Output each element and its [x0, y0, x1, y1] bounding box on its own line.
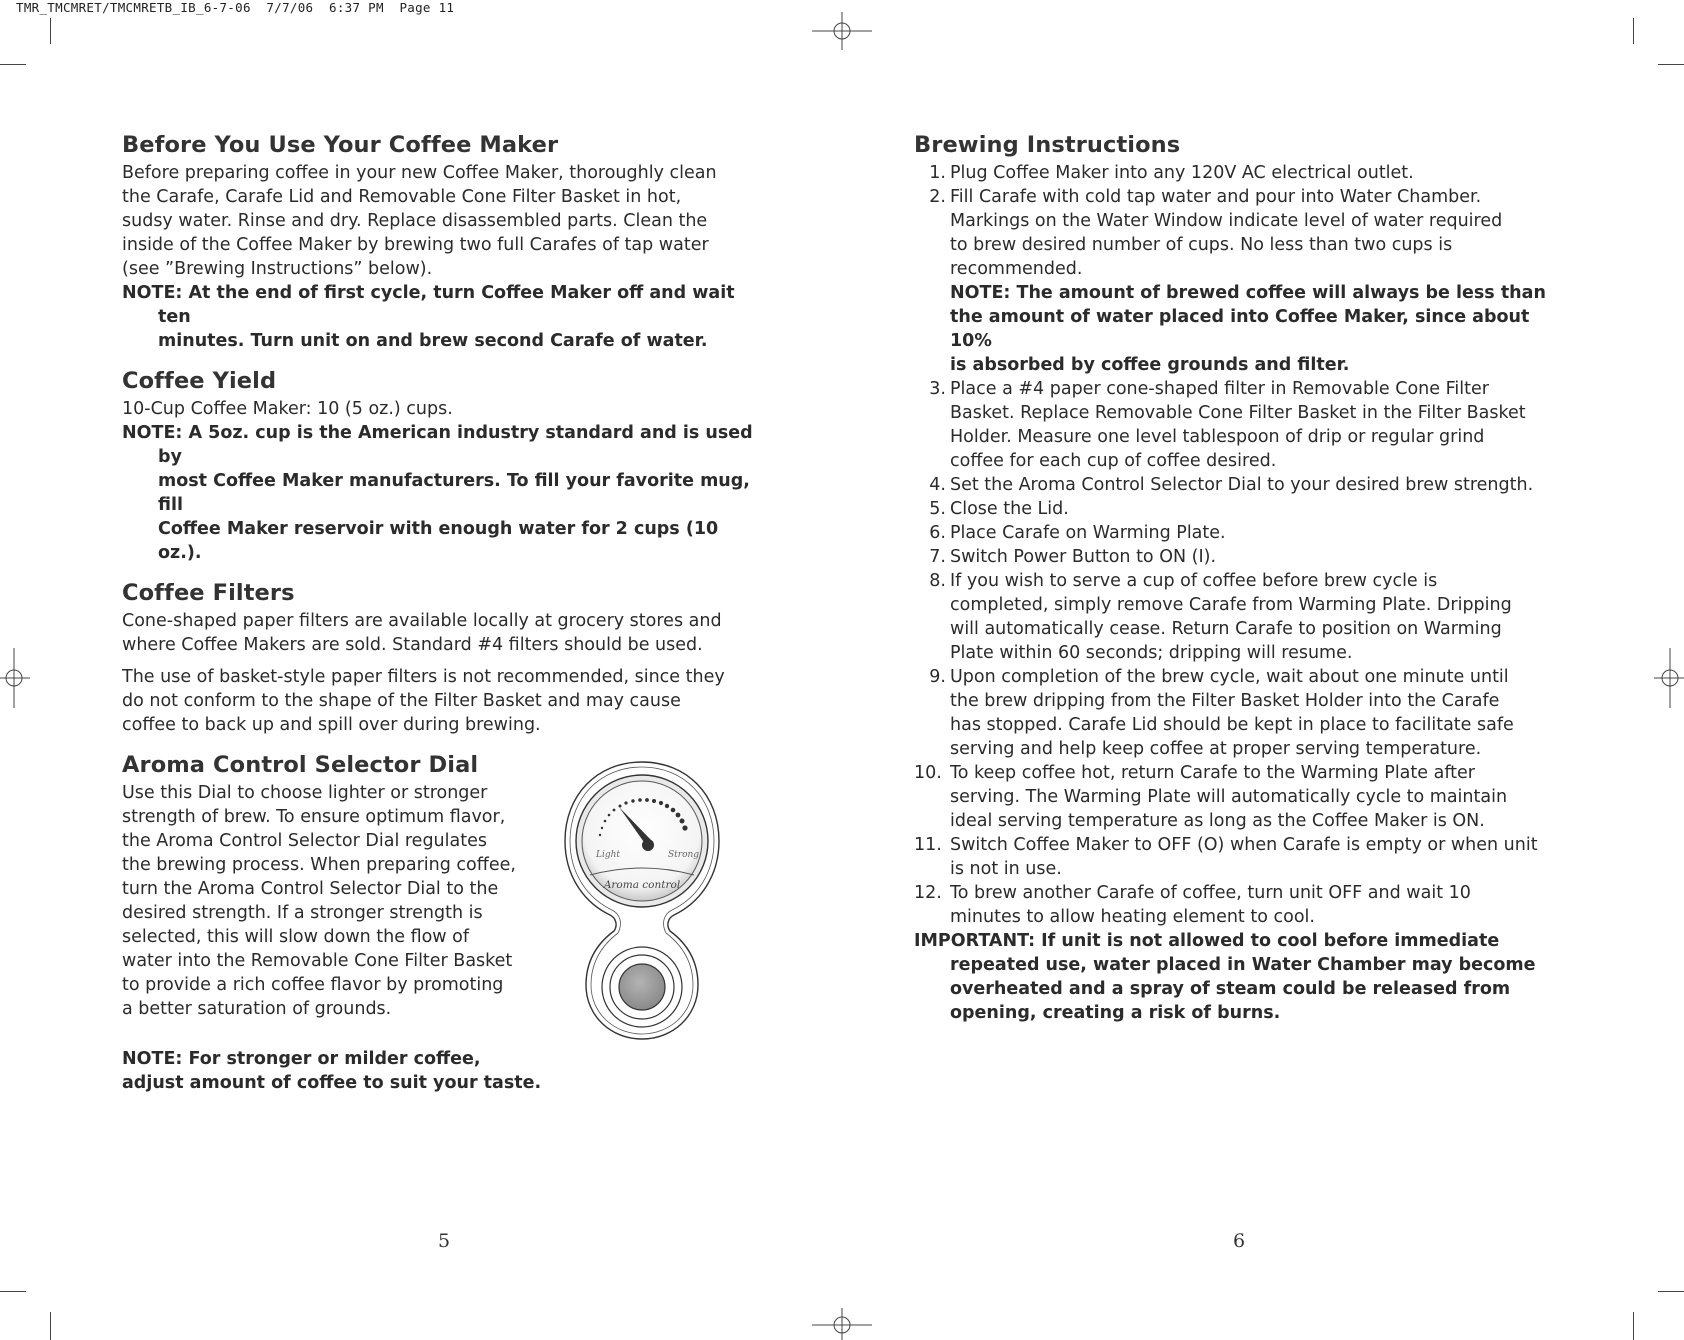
brewing-step [914, 185, 1574, 377]
step-line: has stopped. Carafe Lid should be kept in place to facilitate safe [950, 715, 1514, 735]
step-line: If you wish to serve a cup of coffee before brew cycle is [950, 571, 1438, 591]
brewing-step [914, 833, 1574, 881]
brewing-step [914, 545, 1574, 569]
registration-mark-right [1654, 648, 1684, 708]
step-line: Place Carafe on Warming Plate. [950, 523, 1226, 543]
step-note-line: is absorbed by coffee grounds and filter. [950, 355, 1350, 375]
coffee-filters-paragraph-2: The use of basket-style paper filters is not recommended, since they do not conform to the shape of the Filter Basket and may cause coffee to back up and spill over during brewing. [122, 667, 725, 735]
coffee-yield-note: NOTE: A 5oz. cup is the American industry standard and is used by most Coffee Maker manufacturers. To fill your favorite mug, fill Coffee Maker reservoir with enough water for 2 cups (10 oz.). [122, 423, 753, 563]
step-line: Plug Coffee Maker into any 120V AC electrical outlet. [950, 163, 1414, 183]
crop-mark-top-right-v [1633, 18, 1634, 44]
knob-button [619, 964, 665, 1010]
page-number-left: 5 [438, 1230, 451, 1252]
step-line: Basket. Replace Removable Cone Filter Basket in the Filter Basket [950, 403, 1526, 423]
before-use-paragraph: Before preparing coffee in your new Coffee Maker, thoroughly clean the Carafe, Carafe Lid and Removable Cone Filter Basket in hot, sudsy water. Rinse and dry. Replace disassembled parts. Clean the inside of the Coffee Maker by brewing two full Carafes of tap water (see ”Brewing Instructions” below). [122, 163, 717, 279]
step-line: Holder. Measure one level tablespoon of drip or regular grind [950, 427, 1485, 447]
step-line: Switch Coffee Maker to OFF (O) when Carafe is empty or when unit [950, 835, 1538, 855]
important-warning: IMPORTANT: If unit is not allowed to cool before immediate repeated use, water placed in Water Chamber may become overheated and a spray of steam could be released from opening, creating a risk of burns. [914, 931, 1536, 1023]
step-number: 2. [929, 187, 946, 207]
step-line: Close the Lid. [950, 499, 1069, 519]
step-line: the brew dripping from the Filter Basket Holder into the Carafe [950, 691, 1500, 711]
crop-mark-top-left-h [0, 64, 26, 65]
step-number: 1. [929, 163, 946, 183]
dial-label-strong: Strong [668, 850, 700, 860]
step-line: serving and help keep coffee at proper serving temperature. [950, 739, 1482, 759]
page-number-right: 6 [1233, 1230, 1246, 1252]
dial-caption: Aroma control [603, 879, 681, 891]
brewing-step [914, 521, 1574, 545]
aroma-control-note: NOTE: For stronger or milder coffee, adjust amount of coffee to suit your taste. [122, 1049, 542, 1093]
step-line: to brew desired number of cups. No less than two cups is [950, 235, 1453, 255]
brewing-step [914, 881, 1574, 929]
aroma-control-dial-illustration [562, 757, 722, 1043]
dial-hub [642, 839, 654, 851]
print-slug: TMR_TMCMRET/TMCMRETB_IB_6-7-06 7/7/06 6:37 PM Page 11 [16, 0, 455, 15]
registration-mark-top [812, 12, 872, 50]
step-line: Plate within 60 seconds; dripping will resume. [950, 643, 1353, 663]
brewing-step [914, 497, 1574, 521]
brewing-step [914, 161, 1574, 185]
step-number: 6. [929, 523, 946, 543]
right-page [914, 131, 1574, 1025]
coffee-filters-paragraph-1: Cone-shaped paper filters are available locally at grocery stores and where Coffee Makers are sold. Standard #4 filters should be used. [122, 611, 722, 655]
crop-mark-bottom-left-v [50, 1312, 51, 1340]
step-line: ideal serving temperature as long as the Coffee Maker is ON. [950, 811, 1485, 831]
step-number: 10. [914, 763, 942, 783]
brewing-step [914, 569, 1574, 665]
step-line: coffee for each cup of coffee desired. [950, 451, 1277, 471]
brewing-steps-list [914, 161, 1574, 929]
step-number: 5. [929, 499, 946, 519]
step-number: 7. [929, 547, 946, 567]
step-line: Upon completion of the brew cycle, wait about one minute until [950, 667, 1509, 687]
step-number: 8. [929, 571, 946, 591]
step-note-line: NOTE: The amount of brewed coffee will always be less than [950, 283, 1546, 303]
heading-coffee-yield: Coffee Yield [122, 368, 277, 394]
crop-mark-top-right-h [1658, 64, 1684, 65]
dial-label-light: Light [596, 850, 621, 860]
heading-before-use: Before You Use Your Coffee Maker [122, 132, 559, 158]
step-line: To keep coffee hot, return Carafe to the Warming Plate after [950, 763, 1475, 783]
brewing-step [914, 377, 1574, 473]
step-line: Place a #4 paper cone-shaped filter in Removable Cone Filter [950, 379, 1489, 399]
aroma-control-paragraph: Use this Dial to choose lighter or stronger strength of brew. To ensure optimum flavor, the Aroma Control Selector Dial regulates the brewing process. When preparing coffee, turn the Aroma Control Selector Dial to the desired strength. If a stronger strength is selected, this will slow down the flow of water into the Removable Cone Filter Basket to provide a rich coffee flavor by promoting a better saturation of grounds. [122, 783, 516, 1019]
heading-coffee-filters: Coffee Filters [122, 580, 295, 606]
step-line: To brew another Carafe of coffee, turn unit OFF and wait 10 [950, 883, 1471, 903]
brewing-step [914, 761, 1574, 833]
step-number: 9. [929, 667, 946, 687]
crop-mark-bottom-right-h [1658, 1291, 1684, 1292]
step-line: completed, simply remove Carafe from Warming Plate. Dripping [950, 595, 1512, 615]
heading-aroma-control: Aroma Control Selector Dial [122, 752, 479, 778]
step-number: 4. [929, 475, 946, 495]
step-line: Set the Aroma Control Selector Dial to your desired brew strength. [950, 475, 1534, 495]
step-line: recommended. [950, 259, 1083, 279]
step-line: Markings on the Water Window indicate level of water required [950, 211, 1503, 231]
brewing-step [914, 665, 1574, 761]
crop-mark-bottom-left-h [0, 1291, 26, 1292]
before-use-note: NOTE: At the end of first cycle, turn Coffee Maker off and wait ten minutes. Turn unit on and brew second Carafe of water. [122, 283, 735, 351]
step-line: serving. The Warming Plate will automatically cycle to maintain [950, 787, 1508, 807]
step-line: Switch Power Button to ON (I). [950, 547, 1217, 567]
registration-mark-left [0, 648, 30, 708]
coffee-yield-paragraph: 10-Cup Coffee Maker: 10 (5 oz.) cups. [122, 399, 453, 419]
step-line: minutes to allow heating element to cool. [950, 907, 1315, 927]
left-page [122, 131, 762, 1095]
crop-mark-top-left-v [50, 18, 51, 44]
crop-mark-bottom-right-v [1633, 1312, 1634, 1340]
heading-brewing-instructions: Brewing Instructions [914, 132, 1181, 158]
brewing-step [914, 473, 1574, 497]
step-line: is not in use. [950, 859, 1062, 879]
registration-mark-bottom [812, 1308, 872, 1340]
step-line: will automatically cease. Return Carafe to position on Warming [950, 619, 1502, 639]
step-line: Fill Carafe with cold tap water and pour into Water Chamber. [950, 187, 1482, 207]
step-note-line: the amount of water placed into Coffee Maker, since about 10% [950, 307, 1530, 351]
step-number: 3. [929, 379, 946, 399]
step-number: 11. [914, 835, 942, 855]
step-number: 12. [914, 883, 942, 903]
